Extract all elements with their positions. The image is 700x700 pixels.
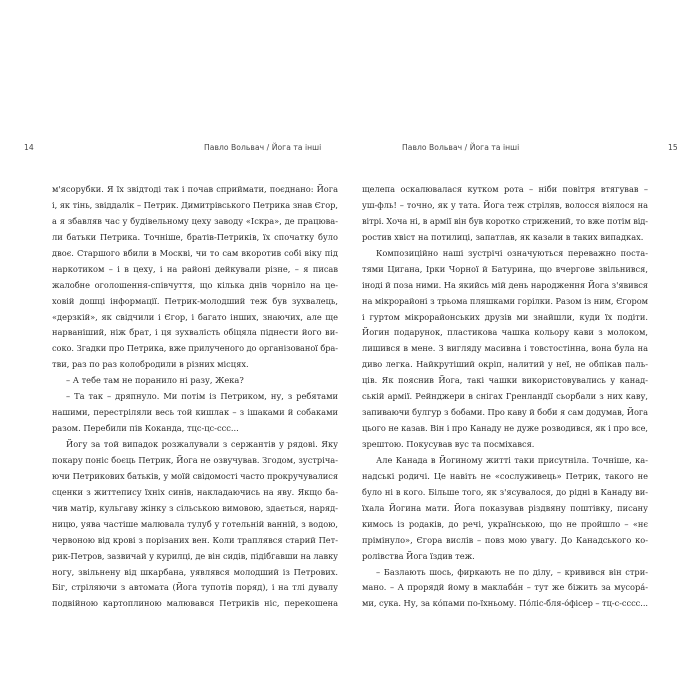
text-line: подвійною картоплиною малювався Петриків ніс, перекошена <box>52 598 338 609</box>
text-line: Біг, стріляючи з автомата (Йога тупотів поряд), і на тлі дувалу <box>52 582 338 593</box>
text-line: іноді й поза ними. На якийсь мій день народження Йога з'явився <box>362 279 648 290</box>
text-line: мано. – А прорядй йому в маклабáн – тут же біжить за мусорá- <box>362 582 648 593</box>
page-number: 15 <box>668 143 678 152</box>
text-line: нарваніший, ніж брат, і ця зухвалість обіцяла піднести його ви- <box>52 327 338 338</box>
text-line: диво легка. Найкрутіший окріп, налитий у неї, не обпікав паль- <box>362 359 648 370</box>
text-line: – Базлають шось, фиркають не по ділу, – кривився він стри- <box>376 566 648 577</box>
text-line: запиваючи булгур з бобами. Про каву й боби я сам додумав, Йога <box>362 407 648 418</box>
text-line: щелепа оскалювалася кутком рота – ніби повітря втягував – <box>362 184 648 194</box>
text-line: ролівства Йога їздив теж. <box>362 550 475 561</box>
text-line: жалобне оголошення-співчуття, що кілька днів чорніло на це- <box>52 279 338 290</box>
text-line: їхала Йогина мати. Йога показував різдвяну поштівку, писану <box>362 502 648 513</box>
text-line: чив матір, кульгаву жінку з сільською вимовою, здається, наряд- <box>52 502 338 513</box>
text-line: лишився в мене. З вигляду масивна і товстостінна, вона була на <box>362 343 648 354</box>
text-line: ховій дошці інформації. Петрик-молодший теж був зухвалець, <box>52 295 338 306</box>
text-line: м'ясорубки. Я їх звідтоді так і почав сприймати, поєднано: Йога <box>52 184 338 194</box>
text-line: тви, раз по раз колобродили в різних місцях. <box>52 359 249 370</box>
text-line: ській армії. Рейнджери в снігах Гренландії сьорбали з них каву, <box>362 391 648 402</box>
text-line: зрештою. Покусував вус та посміхався. <box>362 439 535 449</box>
text-line: і гуртом мікрорайонських друзів ми знайшли, куди їх подіти. <box>362 311 648 322</box>
text-line: рик-Петров, зазвичай у курилці, де він сидів, підібгавши на лавку <box>52 550 338 561</box>
body-text <box>362 182 648 612</box>
page-number: 14 <box>24 143 34 152</box>
text-line: соко. Згадки про Петрика, вже прилученого до організованої бра- <box>52 343 338 354</box>
text-line: двоє. Старшого вбили в Москві, чи то сам вкоротив собі віку під <box>52 247 338 258</box>
text-line: ногу, звільнену від шкарбана, уявлявся молодший із Петрових. <box>52 566 338 577</box>
text-line: ли батьки Петрика. Точніше, братів-Петриків, їх спочатку було <box>52 231 338 242</box>
text-line: червоною від крові з порізаних вен. Коли траплявся старий Пет- <box>52 534 338 545</box>
text-line: нашими, перестріляли весь той кишлак – з ішаками й собаками <box>52 407 338 418</box>
text-line: ючи Петрикових батьків, у моїй свідомості часто прокручувалися <box>52 470 338 481</box>
text-line: на мікрорайоні з трьома пляшками горілки. Разом із ним, Єгором <box>362 295 648 306</box>
text-line: ців. Як пояснив Йога, такі чашки використовувались у канад- <box>362 375 648 386</box>
text-line: ми, сука. Ну, за кóпами по-їхньому. Пóліс-бля-óфісер – тц-с-сссс... <box>362 598 648 609</box>
text-line: тями Цигана, Ірки Чорної й Батурина, що вчергове звільнився, <box>362 263 648 274</box>
running-head: Павло Вольвач / Йога та інші <box>402 143 520 152</box>
text-line: кимось із родаків, до речі, українською, що не пройшло – «нє <box>362 518 648 529</box>
text-line: ростив хвіст на потилиці, запатлав, як казали в таких випадках. <box>362 231 644 242</box>
text-line: Йогин подарунок, пластикова чашка кольору кави з молоком, <box>362 327 648 338</box>
text-line: надські родичі. Це навіть не «сослуживець» Петрик, такого не <box>362 470 648 481</box>
text-line: «дерзкій», як свідчили і Єгор, і багато інших, знаючих, але ще <box>52 311 338 322</box>
body-text <box>52 182 338 612</box>
text-line: покару поніс боєць Петрик, Йога не озвучував. Згодом, зустріча- <box>52 454 338 465</box>
text-line: Композиційно наші зустрічі означуються переважно поста- <box>376 247 648 258</box>
text-line: вітрі. Хоча ні, в армії він був коротко стрижений, то вже потім від- <box>362 215 648 226</box>
text-line: – Та так – дряпнуло. Ми потім із Петриком, ну, з ребятами <box>66 391 338 402</box>
text-line: Йогу за той випадок розжалували з сержантів у рядові. Яку <box>66 439 338 449</box>
running-head: Павло Вольвач / Йога та інші <box>204 143 322 152</box>
right-page <box>350 0 700 700</box>
text-line: Але Канада в Йогиному житті таки присутніла. Точніше, ка- <box>376 454 648 465</box>
text-line: і, як тінь, звіддалік – Петрик. Димитрівського Петрика знав Єгор, <box>52 199 338 210</box>
text-line: – А тебе там не поранило ні разу, Жека? <box>66 375 244 386</box>
text-line: сценки з життепису їхніх синів, накладаючись на яву. Якщо ба- <box>52 486 338 497</box>
text-line: а я збавляв час у будівельному цеху заводу «Іскра», де працюва- <box>52 215 338 226</box>
text-line: ницю, уява частіше малювала тулуб у готельній ванній, з водою, <box>52 518 338 529</box>
text-line: було ні в кого. Більше того, як з'ясувалося, до рідні в Канаду ви- <box>362 486 648 497</box>
text-line: уш-фль! – точно, як у тата. Йога теж стріляв, волосся віялося на <box>362 199 648 210</box>
text-line: наркотиком – і в цеху, і на районі дейкували різне, – я писав <box>52 263 338 274</box>
text-line: цього не казав. Він і про Канаду не дуже розводився, як і про все, <box>362 423 648 434</box>
text-line: прімінуло», Єгора вислів – повз мою увагу. До Канадського ко- <box>362 534 648 545</box>
text-line: разом. Перебили пів Коканда, тцс-цс-ссс... <box>52 423 239 434</box>
